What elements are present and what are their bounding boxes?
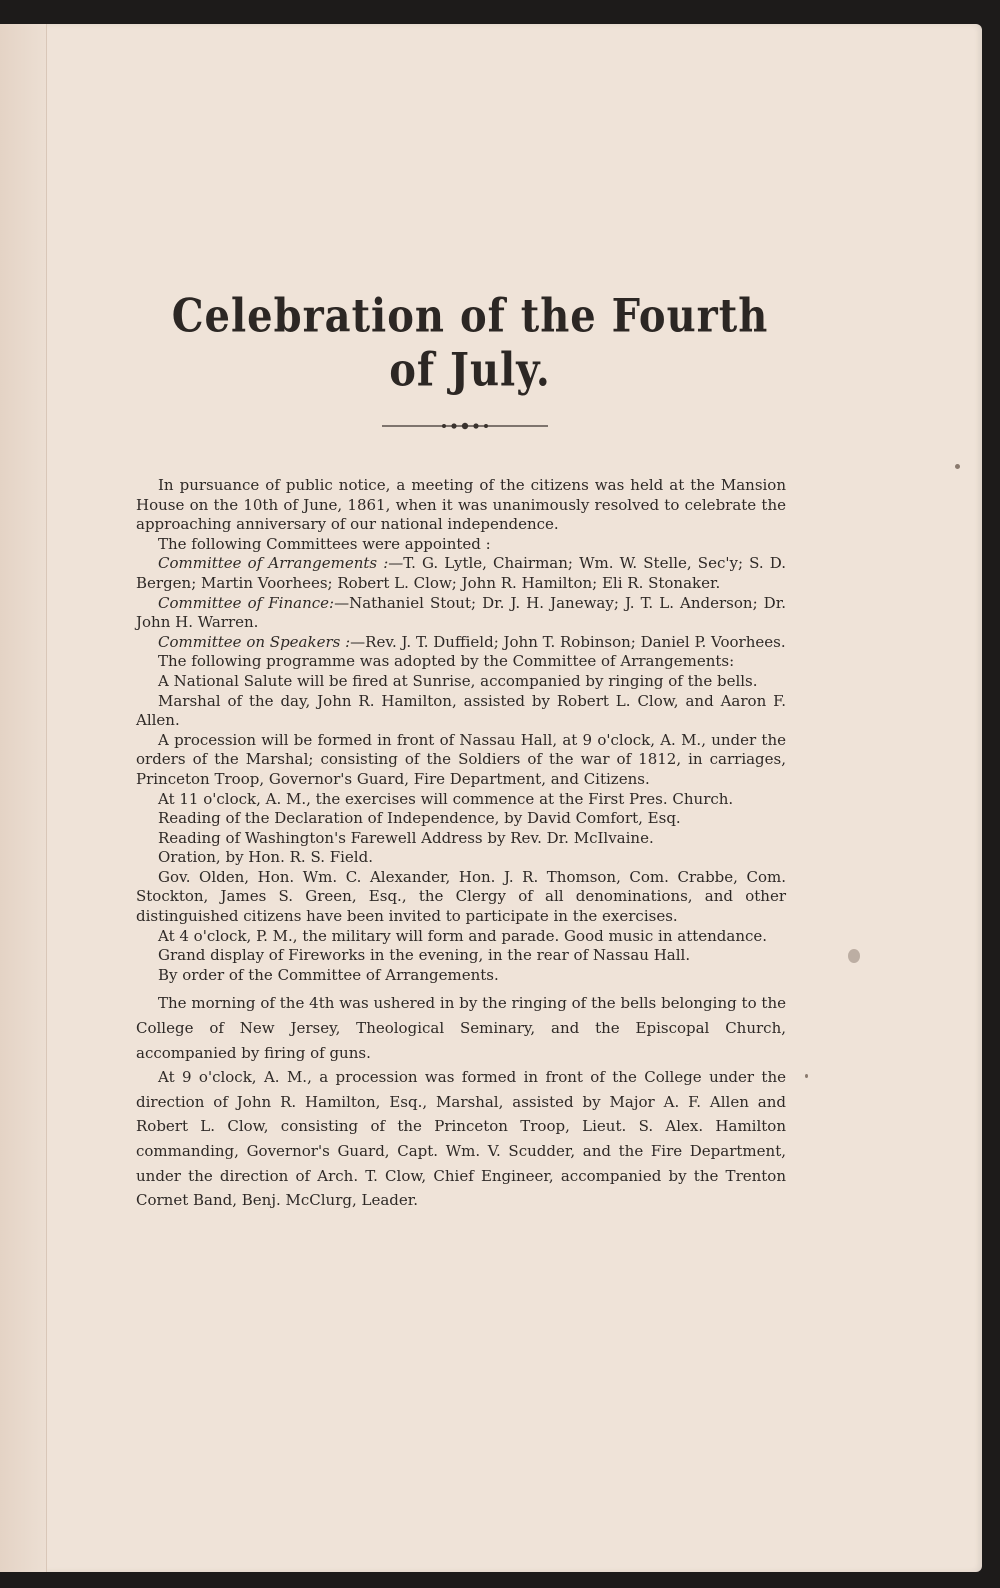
committee-members: —Nathaniel Stout; Dr. J. H. Janeway; J. T. L. Anderson; Dr. John H. Warren. (136, 593, 786, 632)
programme-item: Reading of Washington's Farewell Address by Rev. Dr. McIlvaine. (158, 828, 654, 847)
committee-label: Committee on Speakers : (158, 632, 351, 651)
committee-finance (136, 594, 786, 633)
committee-members: —T. G. Lytle, Chairman; Wm. W. Stelle, Sec'y; S. D. Bergen; Martin Voorhees; Robert L. Clow; John R. Hamilton; Eli R. Stonaker. (136, 554, 786, 592)
programme-item: Gov. Olden, Hon. Wm. C. Alexander, Hon. J. R. Thomson, Com. Crabbe, Com. Stockton, James S. Green, Esq., the Clergy of all denominations, and other distinguished citizens have been invited to participate in the exercises. (136, 867, 786, 926)
paper-speck (805, 1074, 808, 1078)
binding-gutter (0, 24, 46, 1572)
notice-section (136, 476, 786, 985)
committee-label: Committee of Finance: (158, 593, 335, 612)
intro-paragraph: In pursuance of public notice, a meeting of the citizens was held at the Mansion House on the 10th of June, 1861, when it was unanimously resolved to celebrate the approaching anniversary of our national independence. (136, 476, 786, 534)
narrative-section (136, 991, 786, 1212)
narrative-paragraph: At 9 o'clock, A. M., a procession was formed in front of the College under the direction of John R. Hamilton, Esq., Marshal, assisted by Major A. F. Allen and Robert L. Clow, consisting of the Princeton Troop, Lieut. S. Alex. Hamilton commanding, Governor's Guard, Capt. Wm. V. Scudder, and the Fire Department, under the direction of Arch. T. Clow, Chief Engineer, accompanied by the Trenton Cornet Band, Benj. McClurg, Leader. (136, 1068, 786, 1210)
committee-label: Committee of Arrangements : (158, 554, 389, 573)
page-title: Celebration of the Fourth of July. (171, 288, 769, 398)
narrative-paragraph: The morning of the 4th was ushered in by the ringing of the bells belonging to the College of New Jersey, Theological Seminary, and the Episcopal Church, accompanied by firing of guns. (136, 994, 786, 1062)
programme-item: By order of the Committee of Arrangements. (158, 965, 499, 984)
programme-item: Marshal of the day, John R. Hamilton, assisted by Robert L. Clow, and Aaron F. Allen. (136, 691, 786, 730)
document-page (0, 24, 982, 1572)
committee-arrangements (136, 554, 786, 593)
programme-item: Oration, by Hon. R. S. Field. (158, 848, 373, 867)
paper-speck (955, 464, 960, 469)
ornamental-rule (382, 420, 548, 432)
binding-edge (46, 24, 47, 1572)
programme-item: The following programme was adopted by the Committee of Arrangements: (158, 652, 735, 671)
programme-item: At 11 o'clock, A. M., the exercises will commence at the First Pres. Church. (158, 789, 734, 808)
committee-speakers (136, 633, 786, 653)
paper-speck (848, 949, 860, 963)
programme-item: A procession will be formed in front of Nassau Hall, at 9 o'clock, A. M., under the orders of the Marshal; consisting of the Soldiers of the war of 1812, in carriages, Princeton Troop, Governor's Guard, Fire Department, and Citizens. (136, 730, 786, 788)
committees-heading: The following Committees were appointed : (158, 534, 491, 553)
programme-item: Grand display of Fireworks in the evening, in the rear of Nassau Hall. (158, 946, 691, 965)
programme-item: Reading of the Declaration of Independence, by David Comfort, Esq. (158, 809, 681, 828)
programme-item: A National Salute will be fired at Sunrise, accompanied by ringing of the bells. (158, 671, 758, 690)
committee-members: —Rev. J. T. Duffield; John T. Robinson; Daniel P. Voorhees. (350, 632, 786, 651)
programme-item: At 4 o'clock, P. M., the military will form and parade. Good music in attendance. (158, 926, 768, 945)
document-body (136, 476, 786, 1213)
